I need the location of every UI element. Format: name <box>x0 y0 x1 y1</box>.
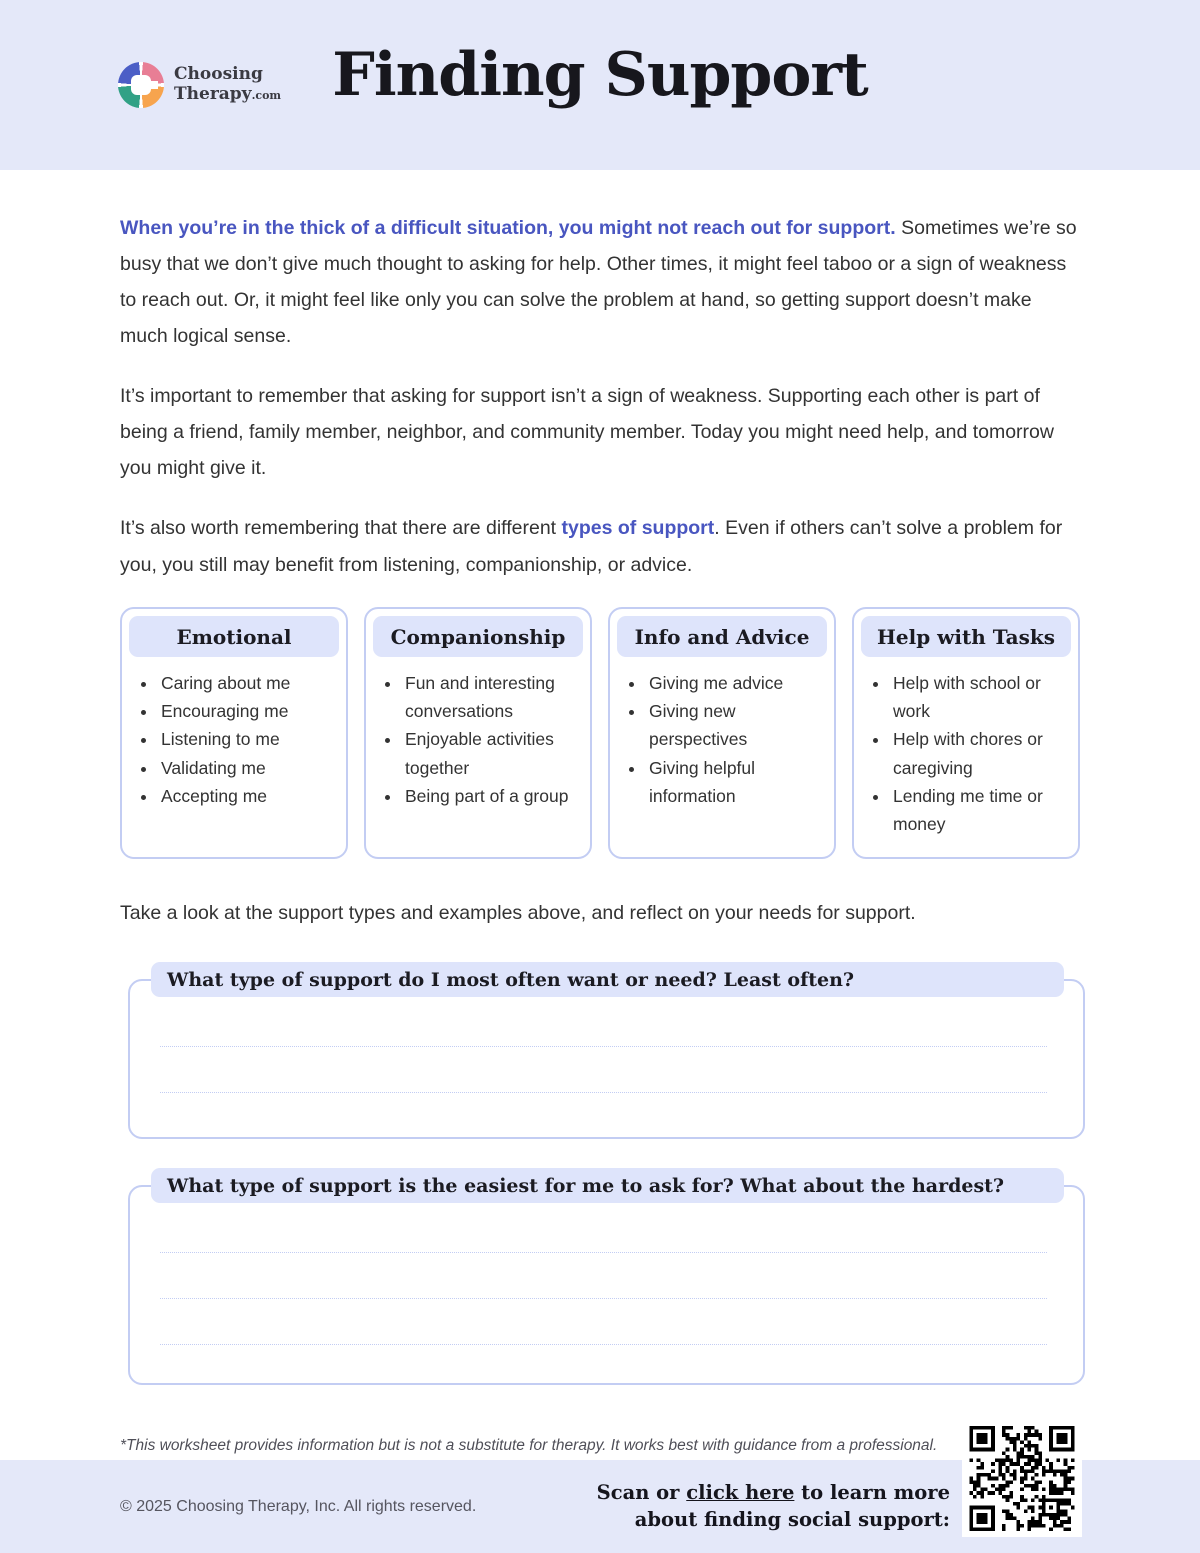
writing-line <box>160 1253 1047 1299</box>
card-bullet-item: • Validating me <box>158 754 335 782</box>
intro-paragraph-1-body: Sometimes we’re so busy that we don’t give much thought to asking for help. Other times, it might feel taboo or a sign of weakness to reach out. Or, it might feel like only you can solve the problem at hand, so getting support doesn’t make much logical sense. <box>120 217 1077 348</box>
types-of-support-link[interactable]: types of support <box>561 517 715 540</box>
copyright-text: © 2025 Choosing Therapy, Inc. All rights reserved. <box>120 1497 477 1515</box>
brand-logo-line2: Therapy.com <box>174 84 282 104</box>
scan-instruction-line1: Scan or click here to learn more <box>596 1481 950 1505</box>
question-prompt-2: What type of support is the easiest for me to ask for? What about the hardest? <box>151 1168 1064 1203</box>
question-prompt-1: What type of support do I most often want or need? Least often? <box>151 962 1064 997</box>
disclaimer-note: *This worksheet provides information but is not a substitute for therapy. It works best with guidance from a professional. <box>120 1437 938 1454</box>
qr-finder-top-right <box>1049 1426 1074 1451</box>
card-bullet-list <box>861 669 1071 839</box>
card-bullet-item: • Listening to me <box>158 725 335 753</box>
main-content <box>0 170 1200 1385</box>
card-bullet-list <box>129 669 339 811</box>
card-bullet-item: • Fun and interesting conversations <box>402 669 579 726</box>
page-title: Finding Support <box>332 40 868 110</box>
click-here-link[interactable]: click here <box>686 1481 795 1505</box>
qr-finder-top-left <box>970 1426 995 1451</box>
brand-logo-suffix: .com <box>251 89 282 102</box>
support-type-cards <box>120 607 1080 859</box>
brand-logo-line1: Choosing <box>174 64 263 85</box>
intro-paragraph-2: It’s important to remember that asking for support isn’t a sign of weakness. Supporting each other is part of being a friend, family member, neighbor, and community member. Today you might need help, and tomorrow you might give it. <box>120 385 1054 480</box>
card-bullet-item: • Lending me time or money <box>890 782 1067 839</box>
support-card-help-tasks <box>852 607 1080 859</box>
card-bullet-item: • Accepting me <box>158 782 335 810</box>
card-bullet-item: • Giving me advice <box>646 669 823 697</box>
reflection-instruction: Take a look at the support types and examples above, and reflect on your needs for support. <box>120 901 916 924</box>
page-header <box>0 0 1200 170</box>
card-bullet-item: • Enjoyable activities together <box>402 725 579 782</box>
card-bullet-list <box>617 669 827 811</box>
card-title-info-advice: Info and Advice <box>617 616 827 657</box>
card-bullet-item: • Caring about me <box>158 669 335 697</box>
scan-instruction-line2: about finding social support: <box>634 1507 950 1531</box>
card-title-companionship: Companionship <box>373 616 583 657</box>
card-bullet-item: • Help with school or work <box>890 669 1067 726</box>
support-card-companionship <box>364 607 592 859</box>
writing-line <box>160 1047 1047 1093</box>
support-card-emotional <box>120 607 348 859</box>
writing-line <box>160 1001 1047 1047</box>
card-bullet-item: • Giving helpful information <box>646 754 823 811</box>
question-box-1 <box>128 968 1085 1139</box>
qr-code <box>962 1420 1082 1537</box>
card-bullet-item: • Giving new perspectives <box>646 697 823 754</box>
intro-lead-sentence: When you’re in the thick of a difficult situation, you might not reach out for support. <box>120 217 896 239</box>
answer-area-1 <box>130 981 1083 1093</box>
qr-alignment-pattern <box>1042 1498 1060 1516</box>
card-title-emotional: Emotional <box>129 616 339 657</box>
answer-area-2 <box>130 1187 1083 1345</box>
card-bullet-list <box>373 669 583 811</box>
scan-instruction <box>597 1480 950 1533</box>
card-bullet-item: • Help with chores or caregiving <box>890 725 1067 782</box>
qr-finder-bottom-left <box>970 1506 995 1531</box>
card-title-help-tasks: Help with Tasks <box>861 616 1071 657</box>
writing-line <box>160 1207 1047 1253</box>
card-bullet-item: • Being part of a group <box>402 782 579 810</box>
support-card-info-advice <box>608 607 836 859</box>
intro-paragraph-1 <box>120 210 1080 354</box>
intro-paragraph-3: It’s also worth remembering that there are different types of support. Even if others can’t solve a problem for you, you still may benefit from listening, companionship, or advice. <box>120 517 1063 576</box>
question-box-2 <box>128 1174 1085 1385</box>
card-bullet-item: • Encouraging me <box>158 697 335 725</box>
writing-line <box>160 1299 1047 1345</box>
